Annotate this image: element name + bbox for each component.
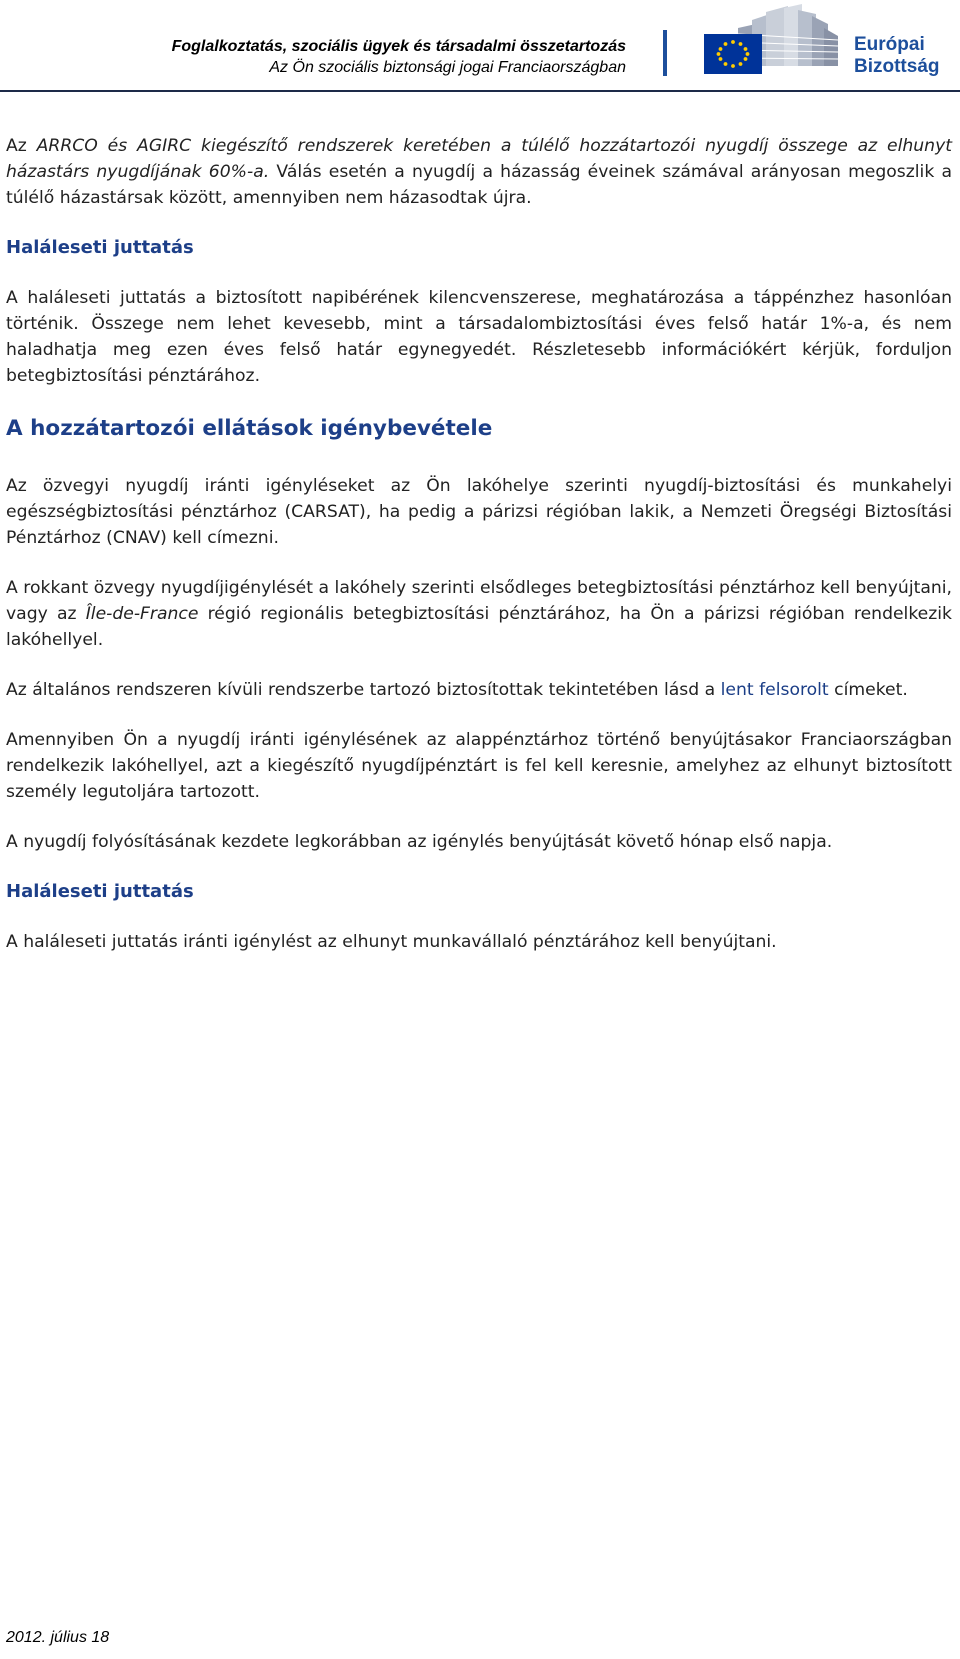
paragraph-death-benefit: A haláleseti juttatás a biztosított napibérének kilencvenszerese, meghatározása a táppénzhez hasonlóan történik. Összege nem lehet kevesebb, mint a társadalombiztosítási éves felső határ 1%-a, és nem haladhatja meg ezen éves felső határ egynegyedét. Részletesebb információkért kérjük, forduljon betegbiztosítási pénztárához.: [6, 288, 952, 386]
header-rule: [0, 90, 960, 92]
p1-prefix: Az: [6, 136, 37, 156]
p4-part-a: A rokkant özvegy nyugdíjigénylését a lakóhely szerinti elsődleges betegbiztosítási pénztárhoz kell benyújtani, vagy az: [6, 578, 952, 624]
listed-addresses-link[interactable]: lent felsorolt: [720, 680, 829, 700]
header-subtitle: Az Ön szociális biztonsági jogai Franciaországban: [269, 59, 626, 76]
paragraph-invalid-widow-pension: [6, 575, 952, 653]
p1-italic: ARRCO és AGIRC kiegészítő rendszerek keretében a túlélő hozzátartozói nyugdíj összege az elhunyt házastárs nyugdíjának 60%-a.: [6, 136, 952, 182]
header-divider: [663, 30, 667, 76]
p5-part-b: címeket.: [828, 680, 908, 700]
paragraph-survivor-pension: [6, 133, 952, 211]
p5-part-a: Az általános rendszeren kívüli rendszerbe tartozó biztosítottak tekintetében lásd a: [6, 680, 721, 700]
organization-name: [854, 34, 940, 78]
p4-part-b: régió regionális betegbiztosítási pénztárához, ha Ön a párizsi régióban rendelkezik lakóhellyel.: [6, 604, 952, 650]
heading-death-benefit: Haláleseti juttatás: [6, 237, 194, 258]
paragraph-death-benefit-claim: A haláleseti juttatás iránti igénylést az elhunyt munkavállaló pénztárához kell benyújtani.: [6, 932, 777, 952]
p1-rest: Válás esetén a nyugdíj a házasság éveinek számával arányosan megoszlik a túlélő házastársak között, amennyiben nem házasodtak újra.: [6, 162, 952, 208]
p4-region: Île-de-France: [85, 604, 199, 624]
header-title: Foglalkoztatás, szociális ügyek és társadalmi összetartozás: [171, 38, 626, 55]
paragraph-other-schemes: [6, 677, 952, 703]
heading-claiming-benefits: A hozzátartozói ellátások igénybevétele: [6, 416, 493, 441]
paragraph-supplementary-fund: Amennyiben Ön a nyugdíj iránti igénylésének az alappénztárhoz történő benyújtásakor Franciaországban rendelkezik lakóhellyel, azt a kiegészítő nyugdíjpénztárt is fel kell keresnie, amelyhez az elhunyt biztosított személy legutoljára tartozott.: [6, 730, 952, 802]
org-name-line1: Európai: [854, 34, 925, 55]
paragraph-widow-pension-claims: Az özvegyi nyugdíj iránti igényléseket az Ön lakóhelye szerinti nyugdíj-biztosítási és munkahelyi egészségbiztosítási pénztárhoz (CARSAT), ha pedig a párizsi régióban lakik, a Nemzeti Öregségi Biztosítási Pénztárhoz (CNAV) kell címezni.: [6, 476, 952, 548]
org-name-line2: Bizottság: [854, 56, 940, 77]
paragraph-payment-start: A nyugdíj folyósításának kezdete legkorábban az igénylés benyújtását követő hónap első napja.: [6, 832, 833, 852]
page-header: [0, 0, 960, 96]
header-text: [172, 36, 626, 78]
heading-death-benefit-claim: Haláleseti juttatás: [6, 881, 194, 902]
footer-date: 2012. július 18: [6, 1629, 110, 1646]
document-body: [6, 133, 952, 979]
